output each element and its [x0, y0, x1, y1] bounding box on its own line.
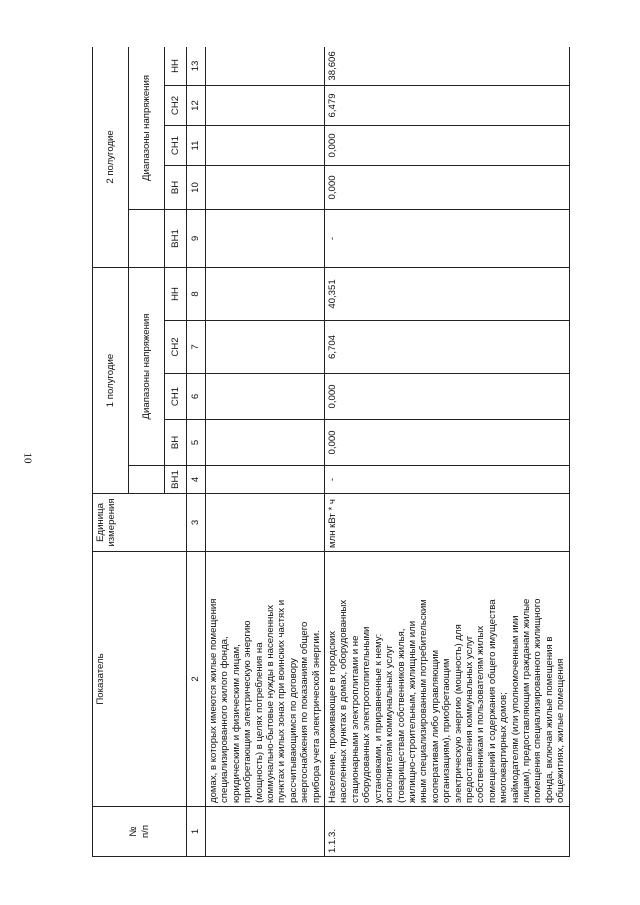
voltage-label: СН1: [165, 374, 187, 420]
voltage-label: СН2: [165, 321, 187, 374]
page-number: 10: [21, 452, 34, 464]
header-spacer-1: [129, 466, 165, 494]
value-half-1: 0,000: [325, 420, 570, 466]
value-half-2: [206, 165, 325, 209]
header-ranges-1: Диапазоны напряжения: [129, 267, 165, 465]
column-number: 4: [187, 466, 206, 494]
column-number: 7: [187, 321, 206, 374]
value-half-1: 40,351: [325, 267, 570, 320]
voltage-label: ВН1: [165, 466, 187, 494]
row-number: [206, 807, 325, 857]
row-unit: [206, 494, 325, 552]
voltage-label: ВН: [165, 165, 187, 209]
value-half-2: [206, 125, 325, 165]
column-number: 3: [187, 494, 206, 552]
header-indicator: Показатель: [93, 552, 187, 807]
value-half-1: 6,704: [325, 321, 570, 374]
value-half-1: [206, 267, 325, 320]
column-number: 10: [187, 165, 206, 209]
voltage-label: ВН: [165, 420, 187, 466]
row-number: 1.1.3.: [325, 807, 570, 857]
column-number: 8: [187, 267, 206, 320]
value-half-2: [206, 209, 325, 267]
row-unit: млн кВт * ч: [325, 494, 570, 552]
tariff-table: [92, 47, 570, 857]
column-number: 2: [187, 552, 206, 807]
header-ranges-2: Диапазоны напряжения: [129, 47, 165, 209]
column-number: 13: [187, 47, 206, 85]
value-half-2: 38,606: [325, 47, 570, 85]
value-half-1: [206, 420, 325, 466]
voltage-label: СН2: [165, 85, 187, 125]
column-number: 1: [187, 807, 206, 857]
row-indicator: домах, в которых имеются жилые помещения специализированного жилого фонда, юридическим и физическим лицам, приобретающим электрическую энергию (мощность) в целях потребления на коммунально-бытовые нужды в населенных пунктах и жилых зонах при воинских частях и рассчитывающимся по договору энергоснабжения по показаниям общего прибора учета электрической энергии.: [206, 552, 325, 807]
table-row: [206, 47, 325, 857]
header-half-2: 2 полугодие: [93, 47, 129, 267]
value-half-1: [206, 466, 325, 494]
value-half-1: 0,000: [325, 374, 570, 420]
value-half-1: -: [325, 466, 570, 494]
header-unit: Единица измерения: [93, 494, 187, 552]
column-number: 5: [187, 420, 206, 466]
value-half-2: 0,000: [325, 165, 570, 209]
rotated-table-container: [92, 47, 612, 857]
voltage-label: НН: [165, 47, 187, 85]
voltage-label: ВН1: [165, 209, 187, 267]
column-number: 6: [187, 374, 206, 420]
column-number: 12: [187, 85, 206, 125]
value-half-2: 6,479: [325, 85, 570, 125]
value-half-2: [206, 85, 325, 125]
value-half-2: 0,000: [325, 125, 570, 165]
voltage-label: СН1: [165, 125, 187, 165]
column-number: 11: [187, 125, 206, 165]
header-spacer-2: [129, 209, 165, 267]
value-half-1: [206, 321, 325, 374]
value-half-2: [206, 47, 325, 85]
column-number-row: [187, 47, 206, 857]
table-row: [325, 47, 570, 857]
header-half-1: 1 полугодие: [93, 267, 129, 493]
value-half-2: -: [325, 209, 570, 267]
column-number: 9: [187, 209, 206, 267]
row-indicator: Население, проживающее в городских населенных пунктах в домах, оборудованных стационарными электроплитами и не оборудованных электроотопительными установками, и приравненные к нему: исполнителям коммунальных услуг (товариществам собственников жилья, жилищно-строительным, жилищным или иным специализированным потребительским кооперативам либо управляющим организациям), приобретающим электрическую энергию (мощность) для предоставления коммунальных услуг собственникам и пользователям жилых помещений и содержания общего имущества многоквартирных домов; наймодателям (или уполномоченным ими лицам), предоставляющим гражданам жилые помещения специализированного жилищного фонда, включая жилые помещения в общежитиях, жилые помещения: [325, 552, 570, 807]
voltage-label: НН: [165, 267, 187, 320]
value-half-1: [206, 374, 325, 420]
header-number: № п/п: [93, 807, 187, 857]
